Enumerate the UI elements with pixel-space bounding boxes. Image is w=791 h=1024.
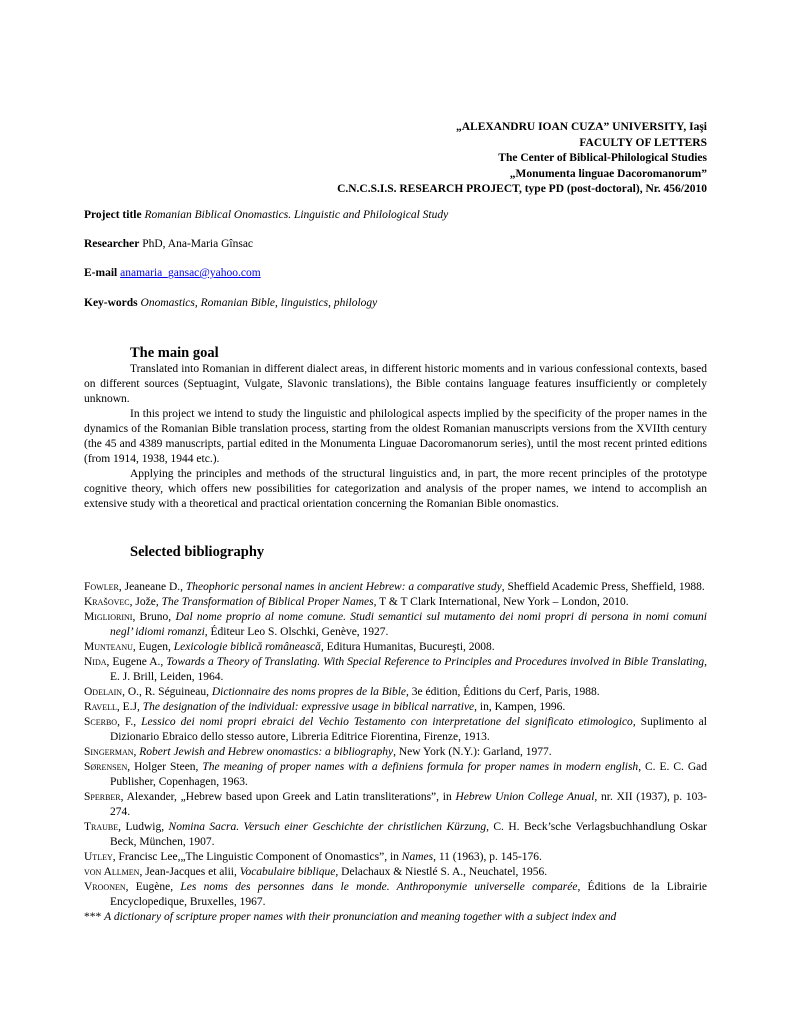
entry-title: Theophoric personal names in ancient Hebrew: a comparative study (185, 581, 502, 593)
bibliography-entry (84, 850, 707, 865)
entry-author: Sørensen (84, 761, 128, 773)
bibliography-entry (84, 865, 707, 880)
entry-author: Singerman (84, 746, 134, 758)
entry-title: Lexicologie biblică românească (173, 641, 321, 653)
entry-details: , Bruno, (132, 611, 176, 623)
bibliography-entry (84, 700, 707, 715)
main-goal-text (84, 362, 707, 512)
email-line (84, 267, 707, 279)
keywords-label: Key-words (84, 297, 138, 309)
entry-title: Towards a Theory of Translating. With Special Reference to Principles and Procedures involved in Bible Translating (166, 656, 705, 668)
goal-paragraph-3: Applying the principles and methods of the structural linguistics and, in part, the more recent principles of the prototype cognitive theory, which offers new possibilities for categorization and analysis of the proper names, we intend to accomplish an extensive study with a theoretical and practical orientation concerning the Romanian Bible onomastics. (84, 468, 707, 510)
entry-publication: , C. E. C. Gad Publisher, Copenhagen, 1963. (110, 761, 708, 788)
bibliography-entry (84, 910, 707, 925)
entry-title: A dictionary of scripture proper names with their pronunciation and meaning together with a subject index and (104, 911, 617, 923)
entry-details: , Jeaneane D., (118, 581, 186, 593)
entry-details: , Jože, (129, 596, 162, 608)
entry-details: , Holger Steen, (127, 761, 203, 773)
entry-publication: , 3e édition, Éditions du Cerf, Paris, 1988. (406, 686, 600, 698)
email-link[interactable]: anamaria_gansac@yahoo.com (120, 267, 261, 279)
bibliography-entry (84, 790, 707, 820)
entry-details: , (133, 746, 140, 758)
keyword-philology: philology (333, 297, 378, 309)
project-title-value: Romanian Biblical Onomastics. Linguistic and Philological Study (144, 209, 449, 221)
project-title-label: Project title (84, 209, 142, 221)
entry-publication: , nr. XII (1937), p. 103-274. (110, 791, 707, 818)
entry-publication: , Éditeur Leo S. Olschki, Genève, 1927. (204, 626, 389, 638)
entry-details: , Jean-Jacques et alii, (139, 866, 240, 878)
bibliography-entry (84, 580, 707, 595)
header-project-number: C.N.C.S.I.S. RESEARCH PROJECT, type PD (post-doctoral), Nr. 456/2010 (337, 183, 707, 195)
entry-title: The meaning of proper names with a definiens formula for proper names in modern english (202, 761, 639, 773)
entry-details: , Alexander, „Hebrew based upon Greek and Latin transliterations”, in (120, 791, 456, 803)
entry-details: , Eugen, (132, 641, 174, 653)
entry-author: Fowler (84, 581, 119, 593)
entry-author: Krašovec (84, 596, 130, 608)
entry-title: Les noms des personnes dans le monde. Anthroponymie universelle comparée (180, 881, 578, 893)
entry-title: Hebrew Union College Anual (455, 791, 595, 803)
entry-author: von Allmen (84, 866, 140, 878)
entry-details: , O., R. Séguineau, (122, 686, 212, 698)
entry-author: Munteanu (84, 641, 133, 653)
entry-details: , Eugène, (125, 881, 181, 893)
entry-title: Lessico dei nomi propri ebraici del Vechio Testamento con interpretatione del significato etimologico (141, 716, 633, 728)
bibliography-entry (84, 715, 707, 745)
entry-author: Traube (84, 821, 119, 833)
project-title-line (84, 209, 707, 221)
entry-title: Nomina Sacra. Versuch einer Geschichte der christlichen Kürzung (168, 821, 487, 833)
entry-title: The designation of the individual: expressive usage in biblical narrative (142, 701, 475, 713)
bibliography-entry (84, 880, 707, 910)
header-university: „ALEXANDRU IOAN CUZA” UNIVERSITY, Iaşi (455, 121, 707, 133)
header-faculty: FACULTY OF LETTERS (579, 136, 707, 149)
entry-author: Sperber (84, 791, 121, 803)
document-header (337, 120, 707, 198)
entry-publication: , Sheffield Academic Press, Sheffield, 1988. (501, 581, 705, 593)
entry-author: Migliorini (84, 611, 133, 623)
entry-details: , Francisc Lee,„The Linguistic Component of Onomastics”, in (112, 851, 402, 863)
entry-publication: , T & T Clark International, New York – London, 2010. (373, 596, 629, 608)
entry-publication: , Delachaux & Niestlé S. A., Neuchatel, 1956. (335, 866, 548, 878)
entry-title: Vocabulaire biblique (239, 866, 336, 878)
entry-publication: , E. J. Brill, Leiden, 1964. (110, 656, 707, 683)
entry-details: , F., (117, 716, 142, 728)
entry-publication: , Suplimento al Dizionario Ebraico dello stesso autore, Libreria Editrice Fiorentina, Firenze, 1913. (110, 716, 707, 743)
keyword-onomastics: Onomastics (140, 297, 195, 309)
entry-author: Ravell (84, 701, 117, 713)
entry-title: Dal nome proprio al nome comune. Studi semantici sul mutamento dei nomi propri di persona in nomi comuni negl’ idiomi romanzi (110, 611, 708, 638)
keyword-linguistics: linguistics (280, 297, 329, 309)
main-goal-heading: The main goal (130, 345, 219, 361)
entry-publication: , 11 (1963), p. 145-176. (433, 851, 542, 863)
keyword-romanian-bible: Romanian Bible (200, 297, 276, 309)
entry-publication: , Éditions de la Librairie Encyclopedique, Bruxelles, 1967. (110, 881, 708, 908)
entry-author: Nida (84, 656, 107, 668)
bibliography-entry (84, 640, 707, 655)
entry-author: Utley (84, 851, 113, 863)
header-monumenta: „Monumenta linguae Dacoromanorum” (509, 167, 707, 180)
entry-publication: , C. H. Beck’sche Verlagsbuchhandlung Oskar Beck, München, 1907. (110, 821, 708, 848)
entry-author: Vroonen (84, 881, 126, 893)
entry-details: , Eugene A., (106, 656, 167, 668)
bibliography-heading: Selected bibliography (130, 544, 265, 560)
goal-paragraph-1: Translated into Romanian in different dialect areas, in different historic moments and in various confessional contexts, based on different sources (Septuagint, Vulgate, Slavonic translations), the Bible contains language features insufficiently or completely unknown. (84, 363, 707, 405)
entry-details: , E.J, (116, 701, 143, 713)
entry-title: The Transformation of Biblical Proper Names (161, 596, 374, 608)
entry-title: Robert Jewish and Hebrew onomastics: a bibliography (139, 746, 394, 758)
email-label: E-mail (84, 267, 118, 279)
bibliography-entry (84, 820, 707, 850)
bibliography-entry (84, 610, 707, 640)
header-center: The Center of Biblical-Philological Studies (498, 152, 707, 164)
bibliography-entry (84, 595, 707, 610)
researcher-line (84, 238, 707, 250)
entry-details: , Ludwig, (118, 821, 169, 833)
entry-publication: , Editura Humanitas, Bucureşti, 2008. (320, 641, 495, 653)
researcher-value: PhD, Ana-Maria Gînsac (142, 238, 254, 250)
entry-title: Dictionnaire des noms propres de la Bible (211, 686, 407, 698)
entry-author: Odelain (84, 686, 123, 698)
bibliography-entry (84, 760, 707, 790)
bibliography-entry (84, 745, 707, 760)
goal-paragraph-2: In this project we intend to study the linguistic and philological aspects implied by the specificity of the proper names in the dynamics of the Romanian Bible translation process, starting from the oldest Romanian manuscripts versions from the XVIIth century (the 45 and 4389 manuscripts, partial edited in the Monumenta Linguae Dacoromanorum series), until the most recent printed editions (from 1914, 1938, 1944 etc.). (84, 408, 707, 465)
entry-title: Names (401, 851, 434, 863)
bibliography-list (84, 580, 707, 925)
keywords-line: Key-words Onomastics, Romanian Bible, linguistics, philology (84, 297, 378, 309)
entry-publication: , in, Kampen, 1996. (474, 701, 566, 713)
researcher-label: Researcher (84, 238, 140, 250)
bibliography-entry (84, 655, 707, 685)
entry-details: *** (84, 911, 105, 923)
entry-author: Scerbo (84, 716, 118, 728)
entry-publication: , New York (N.Y.): Garland, 1977. (393, 746, 552, 758)
bibliography-entry (84, 685, 707, 700)
